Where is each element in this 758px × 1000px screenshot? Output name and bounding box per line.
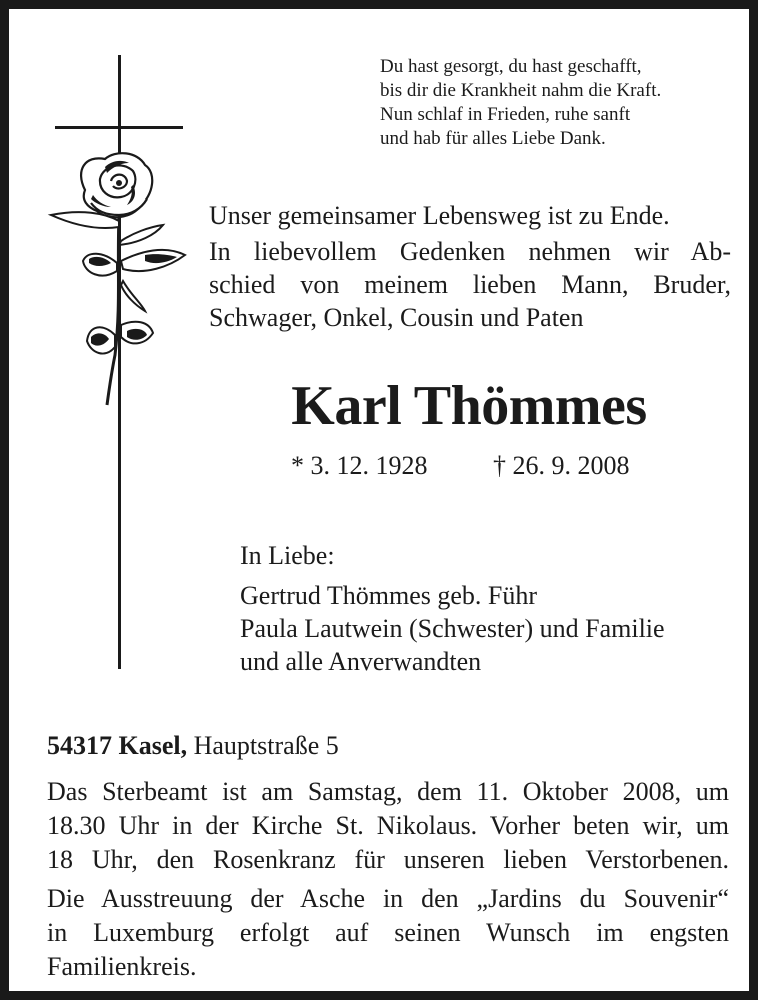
poem-line: Nun schlaf in Frieden, ruhe sanft — [380, 104, 631, 125]
ashes-scattering-info — [47, 882, 729, 984]
mourner-line: Gertrud Thömmes geb. Führ — [240, 581, 538, 610]
family-address — [47, 729, 339, 763]
ashes-line: Die Ausstreuung der Asche in den „Jardins du Souvenir“ — [47, 884, 729, 913]
deceased-name: Karl Thömmes — [291, 375, 647, 437]
address-postal-city: 54317 Kasel, — [47, 731, 188, 760]
poem-line: und hab für alles Liebe Dank. — [380, 128, 606, 149]
intro-text — [209, 199, 731, 334]
mourners-heading: In Liebe: — [240, 541, 335, 570]
birth-date: * 3. 12. 1928 — [291, 451, 428, 480]
death-date: † 26. 9. 2008 — [493, 451, 630, 480]
mourner-line: Paula Lautwein (Schwester) und Familie — [240, 614, 665, 643]
service-line: Das Sterbeamt ist am Samstag, dem 11. Oktober 2008, um — [47, 777, 729, 806]
intro-line: schied von meinem lieben Mann, Bruder, — [209, 270, 731, 299]
memorial-poem — [380, 55, 740, 151]
service-line: 18.30 Uhr in der Kirche St. Nikolaus. Vorher beten wir, um — [47, 811, 729, 840]
cross-with-rose-icon — [45, 55, 190, 671]
intro-line: Schwager, Onkel, Cousin und Paten — [209, 303, 584, 332]
intro-line: In liebevollem Gedenken nehmen wir Ab- — [209, 237, 731, 266]
mourner-line: und alle Anverwandten — [240, 647, 482, 676]
poem-line: Du hast gesorgt, du hast geschafft, — [380, 56, 642, 77]
service-line: 18 Uhr, den Rosenkranz für unseren lieben Verstorbenen. — [47, 845, 729, 874]
address-street: Hauptstraße 5 — [193, 731, 339, 760]
ashes-line: Familienkreis. — [47, 952, 197, 981]
ashes-line: in Luxemburg erfolgt auf seinen Wunsch im engsten — [47, 918, 729, 947]
poem-line: bis dir die Krankheit nahm die Kraft. — [380, 80, 662, 101]
intro-line-life-path: Unser gemeinsamer Lebensweg ist zu Ende. — [209, 201, 670, 230]
funeral-service-info — [47, 775, 729, 877]
mourners-block — [240, 539, 735, 678]
